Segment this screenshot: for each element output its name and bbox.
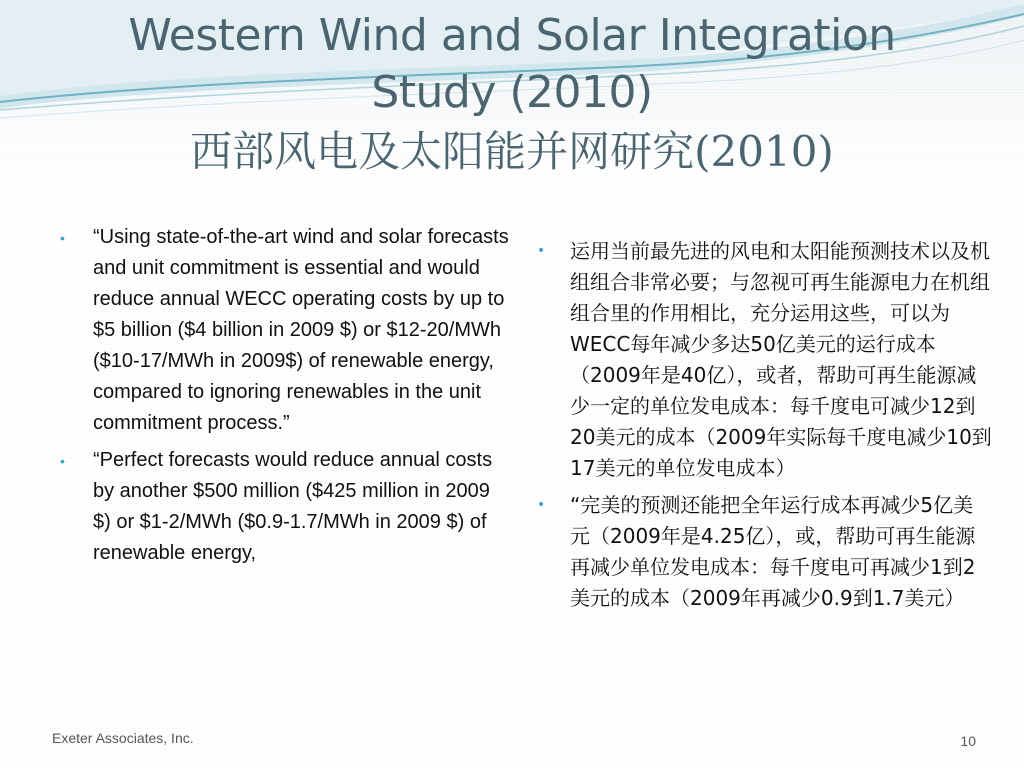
title-line-3-chinese: 西部风电及太阳能并网研究(2010) [190,127,834,176]
bullet-text: “Using state-of-the-art wind and solar forecasts and unit commitment is essential and would reduce annual WECC operating costs by up to $5 billion ($4 billion in 2009 $) or $12-20/MWh ($10-17/MWh in 2009$) of renewable energy, compared to ignoring renewables in the unit commitment process.” [93,226,509,434]
list-item [537,490,992,614]
footer-company: Exeter Associates, Inc. [52,730,194,746]
bullet-icon: • [60,230,65,246]
bullet-icon: • [60,453,65,469]
page-number: 10 [960,733,976,749]
bullet-text: “Perfect forecasts would reduce annual costs by another $500 million ($425 million in 2009 $) or $1-2/MWh ($0.9-1.7/MWh in 2009 $) of renewable energy, [93,449,493,564]
chinese-column [537,236,992,620]
english-bullet-list [60,222,510,569]
english-column [60,222,510,575]
bullet-text: 运用当前最先进的风电和太阳能预测技术以及机组组合非常必要；与忽视可再生能源电力在机组组合里的作用相比，充分运用这些，可以为WECC每年减少多达50亿美元的运行成本（2009年是40亿），或者，帮助可再生能源减少一定的单位发电成本：每千度电可减少12到20美元的成本（2009年实际每千度电减少10到17美元的单位发电成本） [570,239,992,480]
list-item [60,222,510,439]
bullet-icon: • [537,497,546,513]
bullet-text: “完美的预测还能把全年运行成本再减少5亿美元（2009年是4.25亿），或，帮助可再生能源再减少单位发电成本：每千度电可再减少1到2美元的成本（2009年再减少0.9到1.7美元） [570,493,976,610]
title-line-1: Western Wind and Solar Integration [128,10,896,61]
title-line-2: Study (2010) [371,67,653,118]
list-item [60,445,510,569]
slide-title [40,8,984,182]
bullet-icon: • [537,243,546,259]
list-item [537,236,992,484]
chinese-bullet-list [537,236,992,614]
